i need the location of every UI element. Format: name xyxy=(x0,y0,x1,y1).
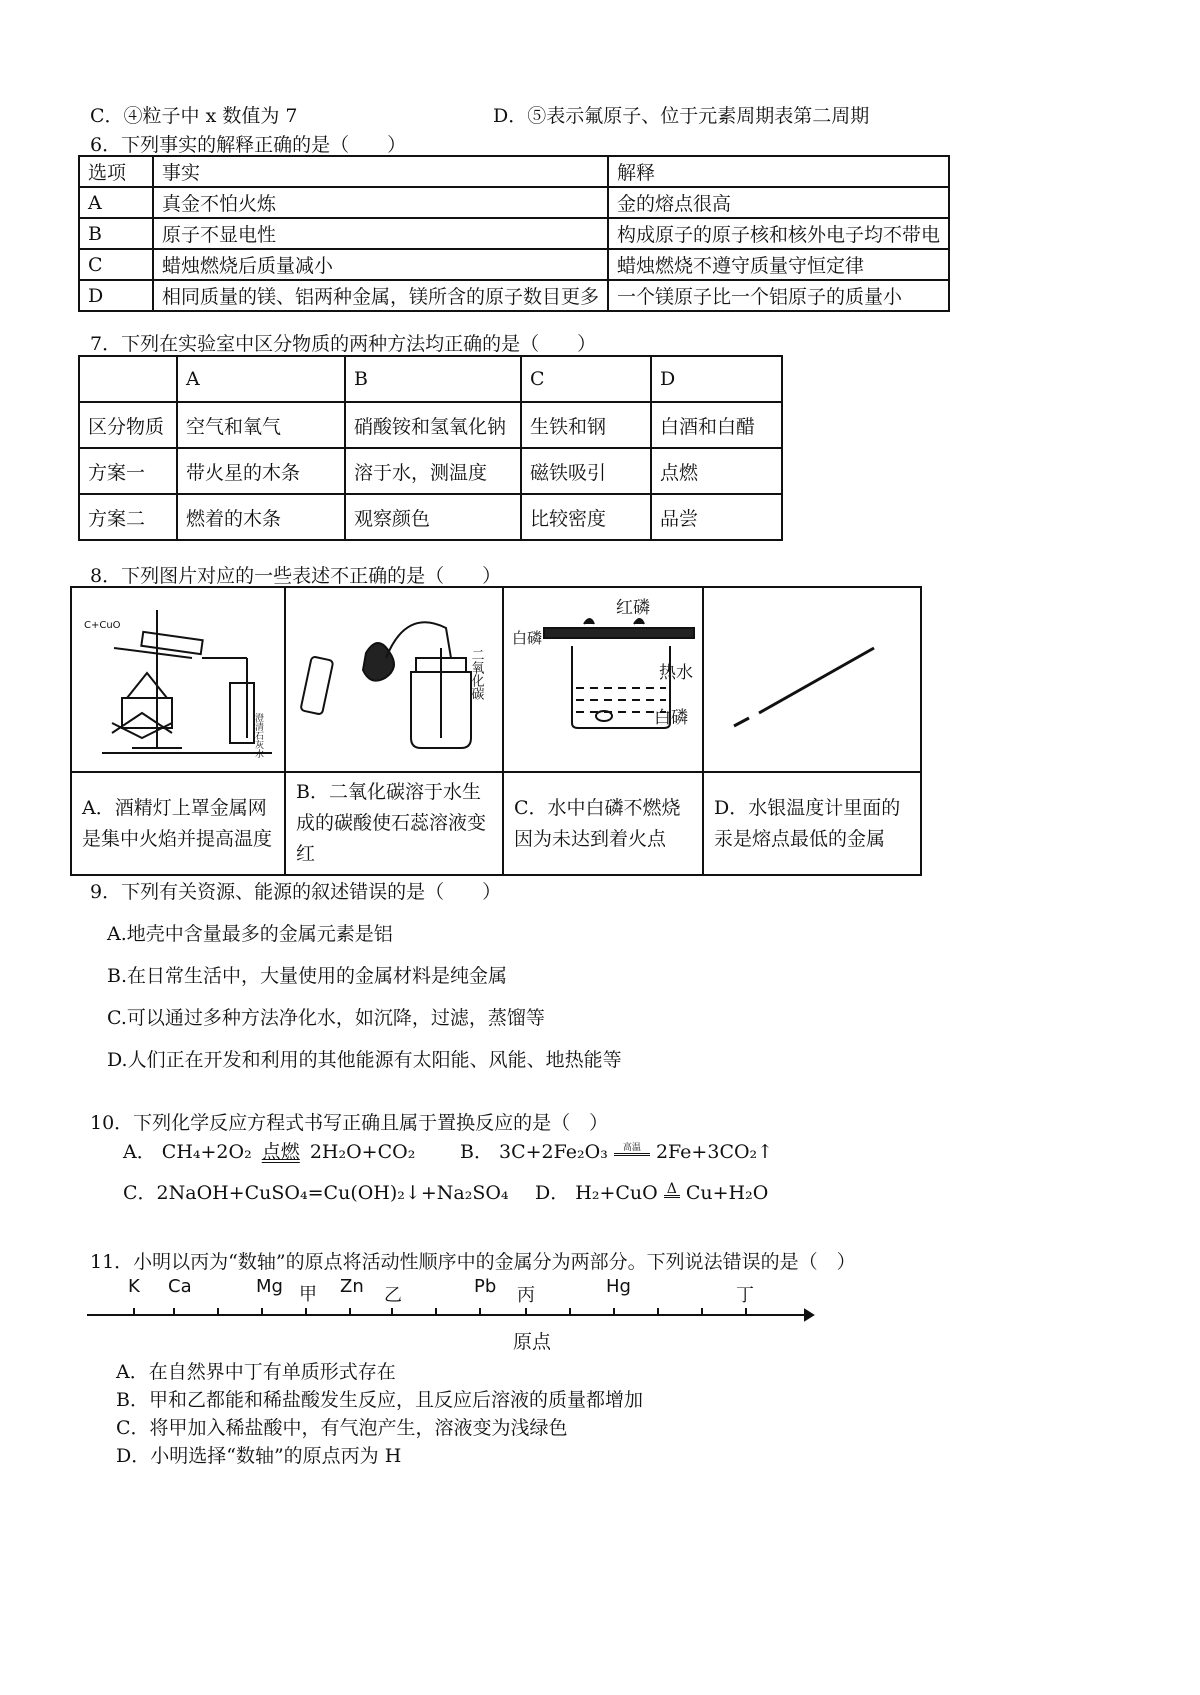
table-cell: 燃着的木条 xyxy=(177,494,345,540)
q10-stem: 10．下列化学反应方程式书写正确且属于置换反应的是（ ） xyxy=(90,1112,609,1134)
axis-label-jia: 甲 xyxy=(299,1284,317,1305)
table-cell: 一个镁原子比一个铝原子的质量小 xyxy=(608,280,949,311)
table-row xyxy=(79,356,782,402)
q10-a-right: 2H₂O+CO₂ xyxy=(309,1141,416,1163)
table-cell: 观察颜色 xyxy=(345,494,521,540)
table-cell: 真金不怕火炼 xyxy=(153,187,608,218)
figure-d-caption: D．水银温度计里面的汞是熔点最低的金属 xyxy=(703,772,921,875)
table-cell: 方案一 xyxy=(79,448,177,494)
table-cell: 相同质量的镁、铝两种金属，镁所含的原子数目更多 xyxy=(153,280,608,311)
q10-b-label: B． xyxy=(460,1141,493,1163)
table-cell: 构成原子的原子核和核外电子均不带电 xyxy=(608,218,949,249)
q10-d-right: Cu+H₂O xyxy=(685,1182,769,1204)
figure-a-top-label: C+CuO xyxy=(84,620,121,631)
table-row xyxy=(79,402,782,448)
figure-a-apparatus-icon xyxy=(72,588,284,766)
figure-d-cell xyxy=(703,587,921,772)
figure-b-apparatus-icon xyxy=(286,588,502,766)
axis-label-k: K xyxy=(128,1276,140,1297)
table-cell: 原子不显电性 xyxy=(153,218,608,249)
q10-a-left: CH₄+2O₂ xyxy=(161,1141,252,1163)
caption-row xyxy=(71,772,921,875)
figure-c-red-phosphorus-label: 红磷 xyxy=(616,598,650,618)
axis-label-hg: Hg xyxy=(606,1276,631,1297)
table-cell: 区分物质 xyxy=(79,402,177,448)
q7-table xyxy=(78,355,783,541)
table-header: 选项 xyxy=(79,156,153,187)
q11-option-c: C．将甲加入稀盐酸中，有气泡产生，溶液变为浅绿色 xyxy=(116,1417,568,1439)
table-header: C xyxy=(521,356,651,402)
q10-option-c: C．2NaOH+CuSO₄=Cu(OH)₂↓+Na₂SO₄ xyxy=(123,1182,509,1204)
q11-option-b: B．甲和乙都能和稀盐酸发生反应，且反应后溶液的质量都增加 xyxy=(116,1389,643,1411)
q9-stem: 9．下列有关资源、能源的叙述错误的是（ ） xyxy=(90,881,502,903)
table-row xyxy=(79,280,949,311)
q10-option-a xyxy=(123,1137,415,1164)
table-cell: 点燃 xyxy=(651,448,782,494)
figure-a-caption: A．酒精灯上罩金属网是集中火焰并提高温度 xyxy=(71,772,285,875)
table-cell: B xyxy=(79,218,153,249)
figure-c-caption: C．水中白磷不燃烧因为未达到着火点 xyxy=(503,772,703,875)
q6-stem: 6．下列事实的解释正确的是（ ） xyxy=(90,134,407,156)
q9-option-b: B.在日常生活中，大量使用的金属材料是纯金属 xyxy=(107,965,508,987)
axis-label-ca: Ca xyxy=(168,1276,192,1297)
q6-table xyxy=(78,155,950,312)
q8-figure-table xyxy=(70,586,922,876)
figure-c-hot-water-label: 热水 xyxy=(659,663,693,683)
q5-option-c: C．④粒子中 x 数值为 7 xyxy=(90,105,298,127)
table-header: D xyxy=(651,356,782,402)
table-row xyxy=(79,156,949,187)
q7-stem: 7．下列在实验室中区分物质的两种方法均正确的是（ ） xyxy=(90,333,597,355)
axis-label-mg: Mg xyxy=(256,1276,283,1297)
axis-label-bing: 丙 xyxy=(517,1285,535,1306)
q11-option-a: A．在自然界中丁有单质形式存在 xyxy=(116,1361,396,1383)
table-cell: C xyxy=(79,249,153,280)
table-row xyxy=(79,187,949,218)
table-cell: 带火星的木条 xyxy=(177,448,345,494)
q10-b-left: 3C+2Fe₂O₃ xyxy=(499,1141,608,1163)
table-cell: 金的熔点很高 xyxy=(608,187,949,218)
table-cell: 硝酸铵和氢氧化钠 xyxy=(345,402,521,448)
figure-c-white-phosphorus-top-label: 白磷 xyxy=(512,629,543,647)
q10-d-label: D． xyxy=(535,1182,570,1204)
table-cell: 磁铁吸引 xyxy=(521,448,651,494)
q10-a-label: A． xyxy=(123,1141,156,1163)
axis-origin-label: 原点 xyxy=(513,1331,552,1353)
table-cell: 蜡烛燃烧不遵守质量守恒定律 xyxy=(608,249,949,280)
q10-option-b xyxy=(460,1137,773,1164)
q9-option-c: C.可以通过多种方法净化水，如沉降，过滤，蒸馏等 xyxy=(107,1007,545,1029)
figure-c-white-phosphorus-bottom-label: 白磷 xyxy=(654,708,688,728)
q5-option-d: D．⑤表示氟原子、位于元素周期表第二周期 xyxy=(493,105,870,127)
figure-c-cell xyxy=(503,587,703,772)
table-header: 解释 xyxy=(608,156,949,187)
figure-b-caption: B．二氧化碳溶于水生成的碳酸使石蕊溶液变红 xyxy=(285,772,503,875)
q11-stem: 11．小明以丙为“数轴”的原点将活动性顺序中的金属分为两部分。下列说法错误的是（ ） xyxy=(90,1251,856,1273)
figure-b-side-label: 二氧化碳 xyxy=(468,648,484,700)
q10-a-condition: 点燃 xyxy=(261,1141,300,1163)
figure-row xyxy=(71,587,921,772)
table-cell: D xyxy=(79,280,153,311)
figure-a-cell xyxy=(71,587,285,772)
table-row xyxy=(79,249,949,280)
table-cell: 品尝 xyxy=(651,494,782,540)
number-axis xyxy=(85,1300,815,1330)
axis-label-ding: 丁 xyxy=(736,1285,754,1306)
table-header: B xyxy=(345,356,521,402)
q10-d-condition: Δ xyxy=(664,1183,680,1198)
table-cell: 生铁和钢 xyxy=(521,402,651,448)
table-cell: 溶于水，测温度 xyxy=(345,448,521,494)
table-cell: 白酒和白醋 xyxy=(651,402,782,448)
figure-b-cell xyxy=(285,587,503,772)
table-row xyxy=(79,448,782,494)
table-cell: 比较密度 xyxy=(521,494,651,540)
table-row xyxy=(79,494,782,540)
table-header xyxy=(79,356,177,402)
axis-label-pb: Pb xyxy=(474,1276,497,1297)
q10-b-right: 2Fe+3CO₂↑ xyxy=(655,1141,774,1163)
figure-a-side-label: 澄清石灰水 xyxy=(253,713,263,758)
table-cell: 蜡烛燃烧后质量减小 xyxy=(153,249,608,280)
axis-label-yi: 乙 xyxy=(384,1285,402,1306)
axis-label-zn: Zn xyxy=(340,1276,364,1297)
q10-option-d xyxy=(535,1178,768,1205)
q9-option-a: A.地壳中含量最多的金属元素是铝 xyxy=(107,923,393,945)
q10-b-condition: 高温 xyxy=(614,1143,650,1156)
table-cell: 空气和氧气 xyxy=(177,402,345,448)
table-cell: 方案二 xyxy=(79,494,177,540)
table-header: 事实 xyxy=(153,156,608,187)
q11-option-d: D．小明选择“数轴”的原点丙为 H xyxy=(116,1445,402,1467)
figure-c-apparatus-icon xyxy=(504,588,702,766)
table-cell: A xyxy=(79,187,153,218)
table-row xyxy=(79,218,949,249)
thermometer-icon xyxy=(704,588,920,766)
table-header: A xyxy=(177,356,345,402)
q8-stem: 8．下列图片对应的一些表述不正确的是（ ） xyxy=(90,565,502,587)
q9-option-d: D.人们正在开发和利用的其他能源有太阳能、风能、地热能等 xyxy=(107,1049,622,1071)
q10-d-left: H₂+CuO xyxy=(575,1182,658,1204)
